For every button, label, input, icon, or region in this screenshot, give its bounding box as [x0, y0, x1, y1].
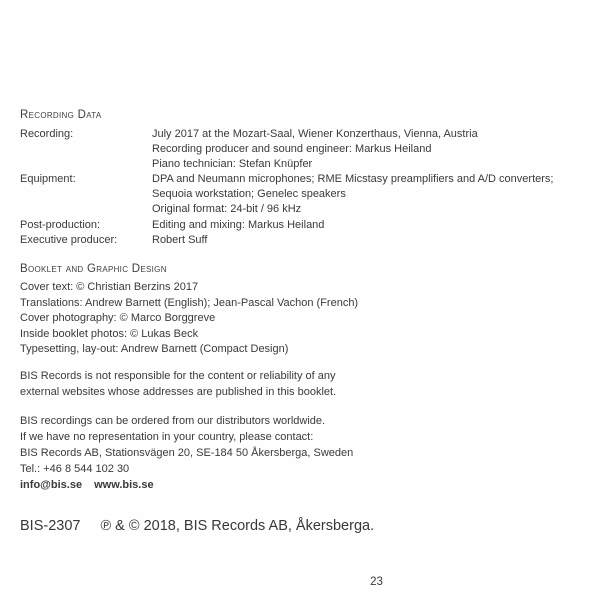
text-line: BIS recordings can be ordered from our distributors worldwide.	[20, 415, 326, 427]
text-line: Original format: 24-bit / 96 kHz	[152, 203, 302, 216]
page-number: 23	[370, 576, 383, 588]
text-line: Sequoia workstation; Genelec speakers	[152, 188, 346, 201]
contact-links-line	[20, 478, 595, 494]
ordering-paragraph	[20, 414, 595, 494]
text-line: Translations: Andrew Barnett (English); Jean-Pascal Vachon (French)	[20, 296, 359, 309]
credit-label: Executive producer:	[20, 233, 118, 246]
credit-row-executive-producer	[20, 233, 595, 248]
text-line: Editing and mixing: Markus Heiland	[152, 218, 325, 231]
rights-notice: ℗ & © 2018, BIS Records AB, Åkersberga.	[100, 518, 375, 534]
text-line: July 2017 at the Mozart-Saal, Wiener Konzerthaus, Vienna, Austria	[152, 128, 478, 140]
credit-row-equipment	[20, 172, 595, 217]
catalog-number: BIS-2307	[20, 518, 81, 534]
credit-value	[152, 233, 595, 248]
credit-label: Recording:	[20, 128, 74, 140]
text-line: Cover text: © Christian Berzins 2017	[20, 281, 199, 293]
recording-data-heading: Recording Data	[20, 109, 102, 121]
email-text: info@bis.se	[20, 478, 83, 491]
catalog-line	[20, 517, 374, 535]
website-text: www.bis.se	[94, 478, 154, 491]
booklet-credits-list	[20, 280, 595, 358]
text-line: Tel.: +46 8 544 102 30	[20, 462, 130, 475]
text-line: BIS Records AB, Stationsvägen 20, SE-184 50 Åkersberga, Sweden	[20, 446, 354, 459]
credit-value	[152, 172, 595, 217]
credit-row-recording	[20, 127, 595, 172]
text-line: If we have no representation in your country, please contact:	[20, 430, 314, 443]
text-line: Recording producer and sound engineer: Markus Heiland	[152, 143, 432, 156]
recording-credit-table	[20, 127, 595, 248]
credit-row-post-production	[20, 218, 595, 233]
credit-label: Equipment:	[20, 173, 76, 186]
disclaimer-paragraph	[20, 369, 595, 400]
credit-value	[152, 127, 595, 172]
text-line: Robert Suff	[152, 233, 208, 246]
text-line: external websites whose addresses are published in this booklet.	[20, 385, 337, 398]
text-line: Cover photography: © Marco Borggreve	[20, 312, 216, 325]
text-line: Typesetting, lay-out: Andrew Barnett (Compact Design)	[20, 343, 289, 356]
credit-label: Post-production:	[20, 218, 101, 231]
text-line: BIS Records is not responsible for the content or reliability of any	[20, 370, 336, 382]
text-line: DPA and Neumann microphones; RME Micstasy preamplifiers and A/D converters;	[152, 173, 554, 186]
text-line: Inside booklet photos: © Lukas Beck	[20, 327, 199, 340]
booklet-design-heading: Booklet and Graphic Design	[20, 263, 167, 275]
credit-value	[152, 218, 595, 233]
text-line: Piano technician: Stefan Knüpfer	[152, 158, 313, 171]
